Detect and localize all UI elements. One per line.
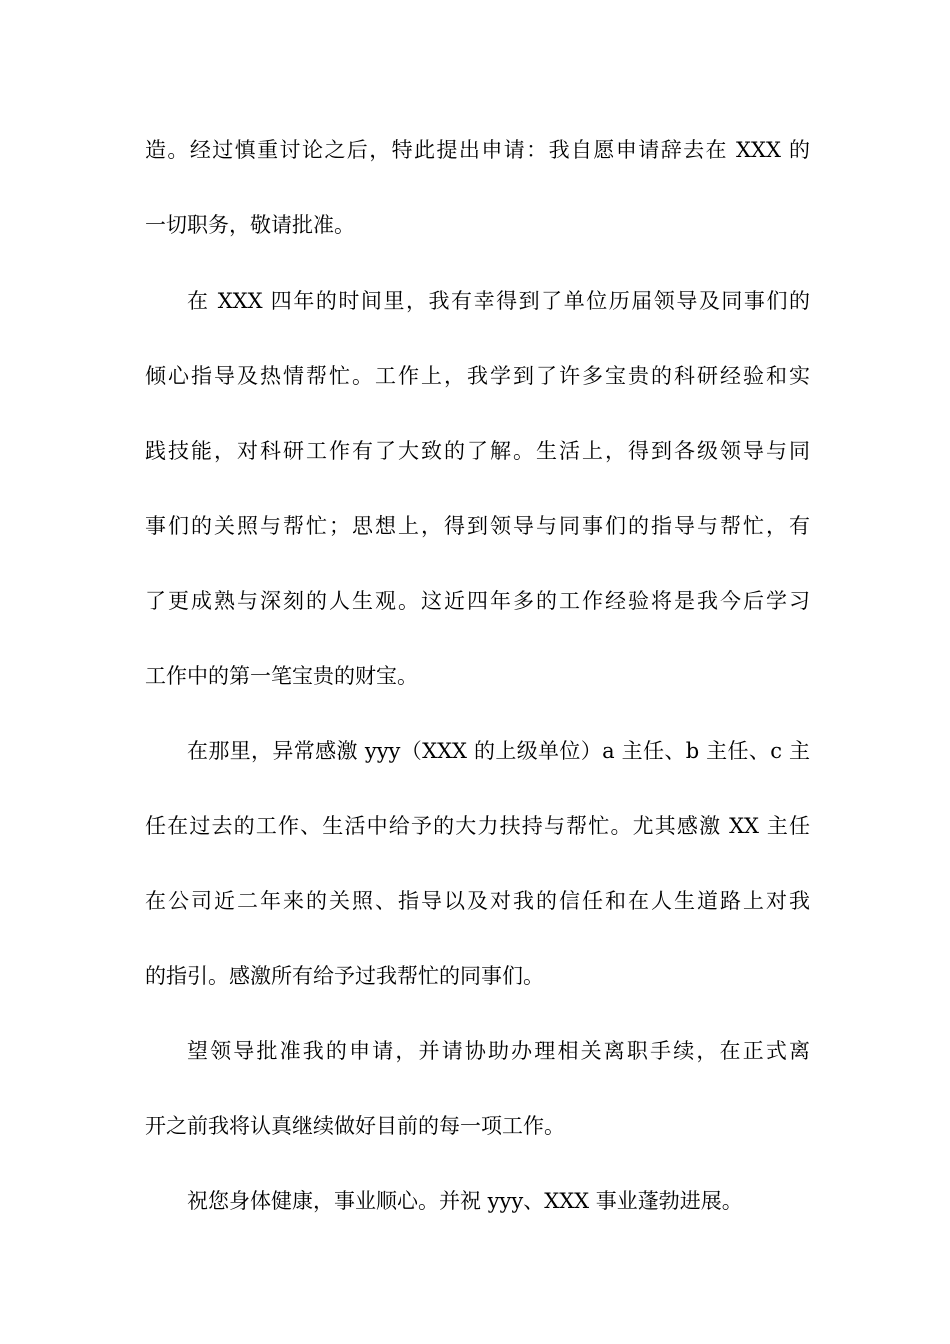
text-line: 事们的关照与帮忙；思想上，得到领导与同事们的指导与帮忙，有	[145, 514, 810, 538]
text-line: 在那里，异常感激 yyy（XXX 的上级单位）a 主任、b 主任、c 主	[187, 739, 810, 763]
text-line: 工作中的第一笔宝贵的财宝。	[145, 664, 418, 688]
text-line: 造。经过慎重讨论之后，特此提出申请：我自愿申请辞去在 XXX 的	[145, 138, 810, 162]
text-line: 在 XXX 四年的时间里，我有幸得到了单位历届领导及同事们的	[187, 289, 810, 313]
text-line: 了更成熟与深刻的人生观。这近四年多的工作经验将是我今后学习	[145, 589, 810, 613]
text-line: 践技能，对科研工作有了大致的了解。生活上，得到各级领导与同	[145, 439, 810, 463]
text-line: 任在过去的工作、生活中给予的大力扶持与帮忙。尤其感激 XX 主任	[145, 814, 810, 838]
text-line: 一切职务，敬请批准。	[145, 213, 355, 237]
text-line: 望领导批准我的申请，并请协助办理相关离职手续，在正式离	[187, 1039, 810, 1063]
text-line: 的指引。感激所有给予过我帮忙的同事们。	[145, 964, 544, 988]
text-line: 开之前我将认真继续做好目前的每一项工作。	[145, 1114, 565, 1138]
text-line: 祝您身体健康，事业顺心。并祝 yyy、XXX 事业蓬勃进展。	[187, 1189, 743, 1213]
text-line: 倾心指导及热情帮忙。工作上，我学到了许多宝贵的科研经验和实	[145, 364, 810, 388]
text-line: 在公司近二年来的关照、指导以及对我的信任和在人生道路上对我	[145, 889, 810, 913]
